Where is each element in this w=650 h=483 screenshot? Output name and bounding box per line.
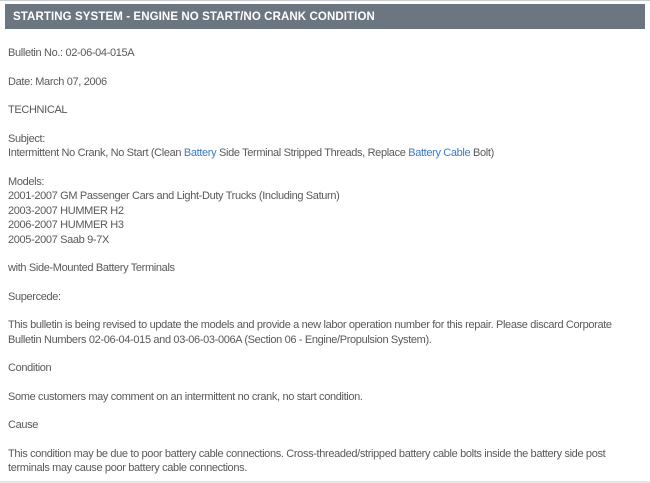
model-item: 2001-2007 GM Passenger Cars and Light-Duty Trucks (Including Saturn) [8, 190, 340, 202]
bulletin-content [0, 29, 650, 476]
model-item: 2005-2007 Saab 9-7X [8, 233, 109, 246]
bulletin-number: Bulletin No.: 02-06-04-015A [8, 47, 135, 59]
condition-label: Condition [8, 362, 52, 374]
battery-cable-link[interactable]: Battery Cable [408, 147, 471, 159]
subject-text-part: Side Terminal Stripped Threads, Replace [216, 147, 409, 159]
cause-label: Cause [8, 419, 39, 431]
bulletin-date: Date: March 07, 2006 [8, 75, 107, 88]
battery-link[interactable]: Battery [183, 147, 217, 159]
supercede-label: Supercede: [8, 290, 61, 303]
model-item: 2003-2007 HUMMER H2 [8, 204, 124, 217]
bulletin-type: TECHNICAL [8, 104, 68, 116]
subject-label: Subject: [8, 132, 45, 145]
section-header-bar [5, 4, 645, 29]
supercede-text: This bulletin is being revised to update the models and provide a new labor operation number for this repair. Please discard Corporate Bulletin Numbers 02-06-04-015 and 03-06-03-006A (Section 06 - Engine/Propulsion System). [8, 319, 612, 346]
condition-text: Some customers may comment on an intermittent no crank, no start condition. [8, 390, 363, 403]
applicability-note: with Side-Mounted Battery Terminals [8, 262, 175, 274]
subject-text-part: Intermittent No Crank, No Start (Clean [8, 147, 184, 159]
model-item: 2006-2007 HUMMER H3 [8, 219, 124, 231]
subject-block [8, 132, 644, 161]
models-label: Models: [8, 175, 45, 188]
subject-text [8, 146, 644, 161]
models-block [8, 175, 644, 248]
cause-text: This condition may be due to poor battery cable connections. Cross-threaded/stripped battery cable bolts inside the battery side post terminals may cause poor battery cable connections. [8, 447, 606, 474]
page-title: STARTING SYSTEM - ENGINE NO START/NO CRANK CONDITION [13, 10, 375, 23]
top-border [0, 0, 650, 1]
subject-text-part: Bolt) [470, 147, 494, 159]
